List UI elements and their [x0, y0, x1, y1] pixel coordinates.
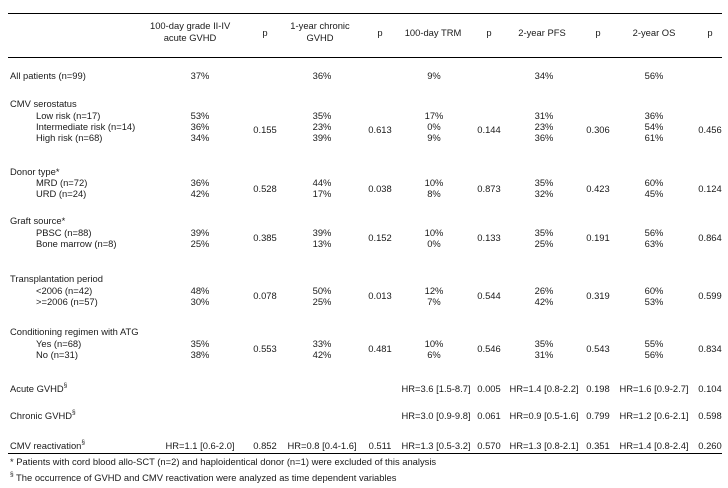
p-trm: 0.144 — [477, 124, 501, 135]
footnote-time-dependent — [10, 472, 396, 483]
p-gvhd: 0.385 — [253, 232, 277, 243]
hr-chronic-os-p: 0.598 — [698, 410, 722, 421]
p-os: 0.864 — [698, 232, 722, 243]
cell-pfs: 25% — [534, 238, 554, 249]
cell-trm: 17% — [424, 110, 444, 121]
hr-cmv-trm: HR=1.3 [0.5-3.2] — [401, 440, 471, 451]
hr-acute-pfs: HR=1.4 [0.8-2.2] — [509, 383, 579, 394]
cell-gvhd: 30% — [190, 296, 210, 307]
cell-pfs: 35% — [534, 177, 554, 188]
hr-chronic-sup: § — [72, 408, 76, 416]
group-period-title: Transplantation period — [10, 273, 103, 284]
cell-pfs: 31% — [534, 110, 554, 121]
cell-gvhd: 25% — [190, 238, 210, 249]
table-top-rule — [8, 13, 722, 14]
hr-cmv-chronic: HR=0.8 [0.4-1.6] — [287, 440, 357, 451]
cell-pfs: 32% — [534, 188, 554, 199]
p-pfs: 0.319 — [586, 290, 610, 301]
p-pfs: 0.423 — [586, 183, 610, 194]
cell-gvhd: 48% — [190, 285, 210, 296]
p-os: 0.124 — [698, 183, 722, 194]
all-patients-trm: 9% — [427, 70, 441, 81]
p-trm: 0.546 — [477, 343, 501, 354]
hr-chronic-label — [10, 410, 76, 421]
p-gvhd: 0.528 — [253, 183, 277, 194]
p-pfs: 0.306 — [586, 124, 610, 135]
hr-cmv-gvhd: HR=1.1 [0.6-2.0] — [165, 440, 235, 451]
header-chronic-line2: GVHD — [306, 32, 334, 43]
cell-trm: 12% — [424, 285, 444, 296]
header-gvhd-line2: acute GVHD — [163, 32, 217, 43]
hr-cmv-trm-p: 0.570 — [477, 440, 501, 451]
p-gvhd: 0.155 — [253, 124, 277, 135]
cell-os: 54% — [644, 121, 664, 132]
hr-acute-label-text: Acute GVHD — [10, 383, 64, 394]
cell-chronic: 35% — [312, 110, 332, 121]
header-chronic-line1: 1-year chronic — [290, 20, 350, 31]
cell-chronic: 17% — [312, 188, 332, 199]
header-gvhd-line1: 100-day grade II-IV — [150, 20, 231, 31]
p-trm: 0.133 — [477, 232, 501, 243]
p-os: 0.599 — [698, 290, 722, 301]
all-patients-label: All patients (n=99) — [10, 70, 86, 81]
row-label: Low risk (n=17) — [36, 110, 101, 121]
hr-chronic-os: HR=1.2 [0.6-2.1] — [619, 410, 689, 421]
cell-chronic: 39% — [312, 227, 332, 238]
hr-chronic-trm-p: 0.061 — [477, 410, 501, 421]
cell-pfs: 23% — [534, 121, 554, 132]
cell-trm: 6% — [427, 349, 441, 360]
cell-os: 55% — [644, 338, 664, 349]
hr-cmv-pfs-p: 0.351 — [586, 440, 610, 451]
header-trm: 100-day TRM — [404, 27, 462, 38]
row-label: MRD (n=72) — [36, 177, 88, 188]
cell-os: 56% — [644, 349, 664, 360]
header-p-trm: p — [486, 27, 492, 38]
hr-cmv-os: HR=1.4 [0.8-2.4] — [619, 440, 689, 451]
group-graft-title: Graft source* — [10, 215, 66, 226]
p-pfs: 0.543 — [586, 343, 610, 354]
header-p-os: p — [707, 27, 713, 38]
header-p-chronic: p — [377, 27, 383, 38]
hr-cmv-gvhd-p: 0.852 — [253, 440, 277, 451]
hr-chronic-label-text: Chronic GVHD — [10, 410, 72, 421]
cell-trm: 7% — [427, 296, 441, 307]
hr-cmv-chronic-p: 0.511 — [368, 440, 392, 451]
cell-pfs: 36% — [534, 132, 554, 143]
cell-os: 60% — [644, 285, 664, 296]
hr-chronic-pfs-p: 0.799 — [586, 410, 610, 421]
all-patients-os: 56% — [644, 70, 664, 81]
row-label: >=2006 (n=57) — [36, 296, 98, 307]
cell-pfs: 31% — [534, 349, 554, 360]
hr-cmv-sup: § — [81, 438, 86, 446]
p-os: 0.456 — [698, 124, 722, 135]
cell-gvhd: 36% — [190, 121, 210, 132]
all-patients-chronic: 36% — [312, 70, 332, 81]
p-chronic: 0.013 — [368, 290, 392, 301]
hr-chronic-trm: HR=3.0 [0.9-9.8] — [401, 410, 471, 421]
cell-trm: 9% — [427, 132, 441, 143]
header-p-gvhd: p — [262, 27, 268, 38]
cell-chronic: 25% — [312, 296, 332, 307]
cell-os: 60% — [644, 177, 664, 188]
p-chronic: 0.613 — [368, 124, 392, 135]
row-label: PBSC (n=88) — [36, 227, 92, 238]
row-label: <2006 (n=42) — [36, 285, 93, 296]
hr-acute-label — [10, 383, 67, 394]
cell-trm: 10% — [424, 177, 444, 188]
p-chronic: 0.038 — [368, 183, 392, 194]
cell-os: 61% — [644, 132, 664, 143]
hr-acute-trm: HR=3.6 [1.5-8.7] — [401, 383, 471, 394]
footnote-time-dependent-text: The occurrence of GVHD and CMV reactivation were analyzed as time dependent variables — [13, 472, 397, 483]
hr-cmv-label — [10, 440, 85, 451]
cell-trm: 0% — [427, 238, 441, 249]
footnote-exclusion — [10, 456, 436, 467]
p-trm: 0.544 — [477, 290, 501, 301]
footnote-mark: § — [10, 470, 14, 478]
cell-trm: 10% — [424, 227, 444, 238]
cell-os: 45% — [644, 188, 664, 199]
hr-acute-os-p: 0.104 — [698, 383, 722, 394]
cell-os: 56% — [644, 227, 664, 238]
cell-gvhd: 35% — [190, 338, 210, 349]
cell-gvhd: 34% — [190, 132, 210, 143]
p-gvhd: 0.553 — [253, 343, 277, 354]
hr-chronic-pfs: HR=0.9 [0.5-1.6] — [509, 410, 579, 421]
cell-pfs: 42% — [534, 296, 554, 307]
cell-chronic: 42% — [312, 349, 332, 360]
cell-gvhd: 39% — [190, 227, 210, 238]
all-patients-pfs: 34% — [534, 70, 554, 81]
cell-os: 36% — [644, 110, 664, 121]
group-donor-title: Donor type* — [10, 166, 60, 177]
p-chronic: 0.152 — [368, 232, 392, 243]
header-chronic — [280, 20, 360, 44]
table-bottom-rule — [8, 453, 722, 454]
hr-cmv-pfs: HR=1.3 [0.8-2.1] — [509, 440, 579, 451]
hr-cmv-os-p: 0.260 — [698, 440, 722, 451]
row-label: Intermediate risk (n=14) — [36, 121, 136, 132]
header-p-pfs: p — [595, 27, 601, 38]
row-label: Yes (n=68) — [36, 338, 82, 349]
p-trm: 0.873 — [477, 183, 501, 194]
cell-pfs: 35% — [534, 338, 554, 349]
p-pfs: 0.191 — [586, 232, 610, 243]
cell-trm: 0% — [427, 121, 441, 132]
cell-pfs: 35% — [534, 227, 554, 238]
footnote-exclusion-text: * Patients with cord blood allo-SCT (n=2) and haploidentical donor (n=1) were excluded of this analysis — [10, 456, 437, 467]
cell-os: 63% — [644, 238, 664, 249]
hr-acute-trm-p: 0.005 — [477, 383, 501, 394]
p-chronic: 0.481 — [368, 343, 392, 354]
cell-gvhd: 53% — [190, 110, 210, 121]
header-pfs: 2-year PFS — [518, 27, 566, 38]
cell-gvhd: 38% — [190, 349, 210, 360]
cell-gvhd: 42% — [190, 188, 210, 199]
hr-acute-pfs-p: 0.198 — [586, 383, 610, 394]
all-patients-gvhd: 37% — [190, 70, 210, 81]
hr-acute-os: HR=1.6 [0.9-2.7] — [619, 383, 689, 394]
cell-trm: 8% — [427, 188, 441, 199]
cell-chronic: 39% — [312, 132, 332, 143]
hr-cmv-label-text: CMV reactivation — [10, 440, 82, 451]
cell-pfs: 26% — [534, 285, 554, 296]
row-label: URD (n=24) — [36, 188, 87, 199]
header-bottom-rule — [8, 57, 722, 58]
cell-chronic: 23% — [312, 121, 332, 132]
cell-chronic: 33% — [312, 338, 332, 349]
cell-chronic: 50% — [312, 285, 332, 296]
row-label: No (n=31) — [36, 349, 78, 360]
group-cmv-title: CMV serostatus — [10, 98, 77, 109]
header-os: 2-year OS — [632, 27, 676, 38]
row-label: High risk (n=68) — [36, 132, 103, 143]
cell-gvhd: 36% — [190, 177, 210, 188]
group-conditioning-title: Conditioning regimen with ATG — [10, 326, 139, 337]
p-os: 0.834 — [698, 343, 722, 354]
cell-os: 53% — [644, 296, 664, 307]
cell-trm: 10% — [424, 338, 444, 349]
row-label: Bone marrow (n=8) — [36, 238, 117, 249]
cell-chronic: 13% — [312, 238, 332, 249]
header-gvhd — [150, 20, 230, 44]
p-gvhd: 0.078 — [253, 290, 277, 301]
cell-chronic: 44% — [312, 177, 332, 188]
hr-acute-sup: § — [63, 381, 68, 389]
